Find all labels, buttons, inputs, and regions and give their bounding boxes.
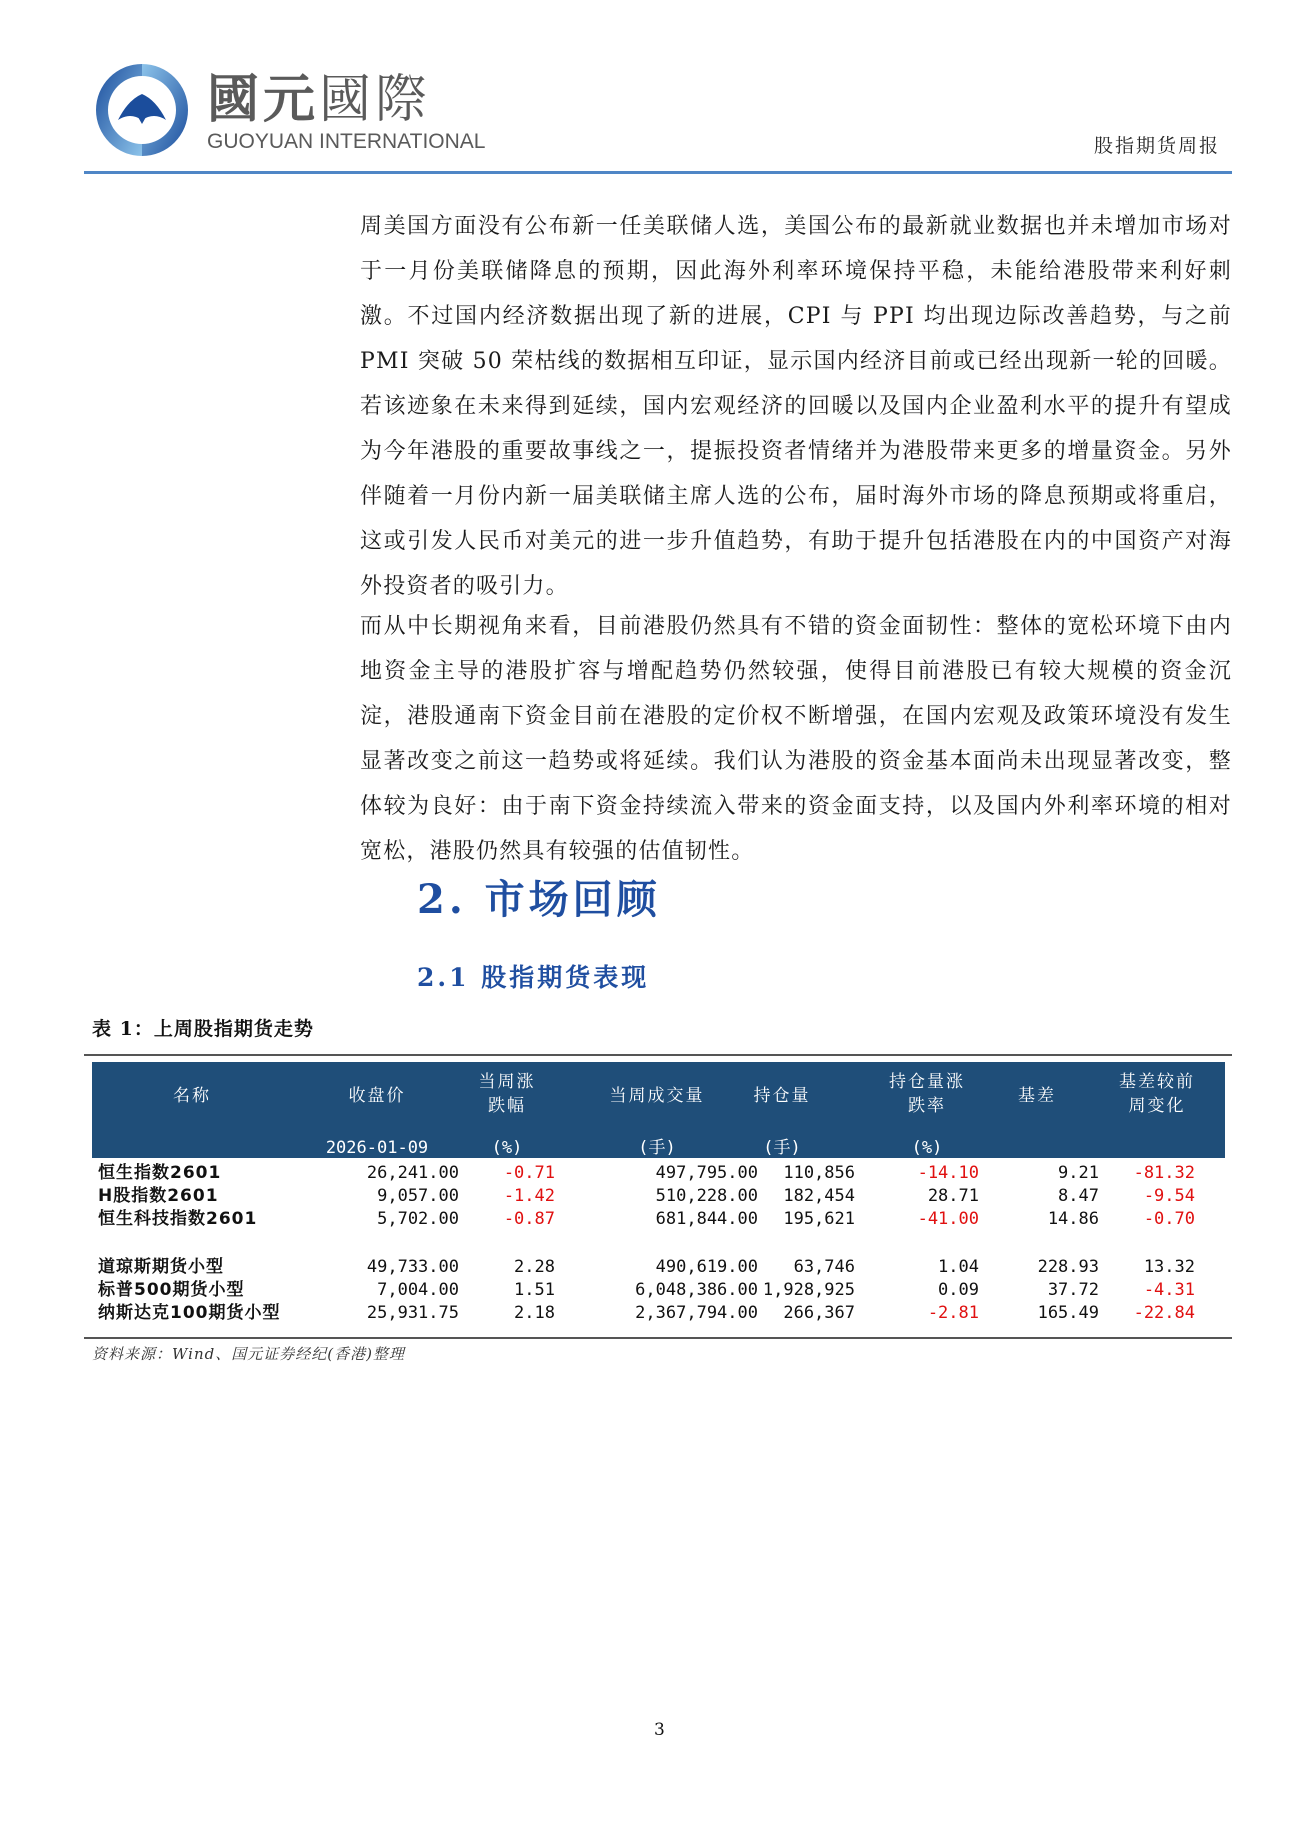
cell-change: -0.71 [503, 1163, 555, 1183]
col-header-name: 名称 [173, 1086, 211, 1106]
subsection-heading: 2.1 股指期货表现 [417, 963, 650, 992]
cell-basis-change: -4.31 [1143, 1280, 1195, 1300]
cell-close: 25,931.75 [366, 1303, 459, 1323]
cell-name: 标普500期货小型 [98, 1280, 245, 1300]
cell-basis-change: 13.32 [1143, 1257, 1195, 1277]
col-header-change-l1: 当周涨 [478, 1072, 536, 1092]
table-row [92, 1162, 1225, 1185]
table-row [92, 1208, 1225, 1231]
report-name: 股指期货周报 [1093, 135, 1220, 157]
col-sub-volume: (手) [638, 1138, 676, 1158]
cell-name: H股指数2601 [98, 1186, 219, 1206]
col-header-volume: 当周成交量 [609, 1086, 705, 1106]
cell-oi-change: -41.00 [917, 1209, 979, 1229]
paragraph-2: 而从中长期视角来看，目前港股仍然具有不错的资金面韧性：整体的宽松环境下由内地资金主导的港股扩容与增配趋势仍然较强，使得目前港股已有较大规模的资金沉淀，港股通南下资金目前在港股的定价权不断增强，在国内宏观及政策环境没有发生显著改变之前这一趋势或将延续。我们认为港股的资金基本面尚未出现显著改变，整体较为良好：由于南下资金持续流入带来的资金面支持，以及国内外利率环境的相对宽松，港股仍然具有较强的估值韧性。 [360, 614, 1232, 864]
cell-volume: 510,228.00 [655, 1186, 758, 1206]
table-spacer-row [92, 1231, 1225, 1256]
cell-volume: 490,619.00 [655, 1257, 758, 1277]
cell-close: 26,241.00 [366, 1163, 459, 1183]
cell-open-interest: 63,746 [793, 1257, 855, 1277]
col-header-open-interest: 持仓量 [753, 1086, 811, 1106]
col-header-oi-change-l1: 持仓量涨 [889, 1072, 965, 1092]
logo-cn-light: 國際 [319, 70, 432, 130]
cell-oi-change: -14.10 [917, 1163, 979, 1183]
cell-basis-change: -9.54 [1143, 1186, 1195, 1206]
cell-volume: 6,048,386.00 [635, 1280, 758, 1300]
paragraph-1: 周美国方面没有公布新一任美联储人选，美国公布的最新就业数据也并未增加市场对于一月份美联储降息的预期，因此海外利率环境保持平稳，未能给港股带来利好刺激。不过国内经济数据出现了新的进展，CPI 与 PPI 均出现边际改善趋势，与之前 PMI 突破 50 荣枯线的数据相互印证，显示国内经济目前或已经出现新一轮的回暖。若该迹象在未来得到延续，国内宏观经济的回暖以及国内企业盈利水平的提升有望成为今年港股的重要故事线之一，提振投资者情绪并为港股带来更多的增量资金。另外伴随着一月份内新一届美联储主席人选的公布，届时海外市场的降息预期或将重启，这或引发人民币对美元的进一步升值趋势，有助于提升包括港股在内的中国资产对海外投资者的吸引力。 [360, 214, 1232, 599]
cell-name: 恒生指数2601 [98, 1163, 222, 1183]
cell-volume: 2,367,794.00 [635, 1303, 758, 1323]
cell-name: 恒生科技指数2601 [98, 1209, 258, 1229]
cell-change: 2.28 [514, 1257, 555, 1277]
table-bottom-rule [84, 1337, 1232, 1339]
table-body [92, 1162, 1225, 1325]
cell-close: 49,733.00 [366, 1257, 459, 1277]
cell-open-interest: 1,928,925 [762, 1280, 855, 1300]
col-header-basis-change [1097, 1070, 1217, 1118]
col-sub-change: (%) [491, 1138, 523, 1158]
col-header-oi-change [872, 1070, 982, 1118]
table-row [92, 1185, 1225, 1208]
table-row [92, 1256, 1225, 1279]
table-row [92, 1279, 1225, 1302]
logo-english-text: GUOYUAN INTERNATIONAL [207, 130, 486, 153]
cell-close: 9,057.00 [377, 1186, 459, 1206]
col-header-change [467, 1070, 547, 1118]
logo-cn-bold: 國元 [207, 70, 320, 130]
cell-close: 7,004.00 [377, 1280, 459, 1300]
cell-change: 2.18 [514, 1303, 555, 1323]
cell-name: 纳斯达克100期货小型 [98, 1303, 281, 1323]
cell-volume: 497,795.00 [655, 1163, 758, 1183]
cell-close: 5,702.00 [377, 1209, 459, 1229]
table-header [92, 1062, 1225, 1158]
cell-oi-change: -2.81 [927, 1303, 979, 1323]
cell-basis: 14.86 [1047, 1209, 1099, 1229]
cell-oi-change: 1.04 [938, 1257, 979, 1277]
col-sub-close: 2026-01-09 [325, 1138, 429, 1158]
col-header-change-l2: 跌幅 [488, 1096, 526, 1116]
cell-basis-change: -81.32 [1133, 1163, 1195, 1183]
page-number: 3 [654, 1720, 665, 1740]
cell-open-interest: 182,454 [783, 1186, 855, 1206]
table-top-rule [84, 1054, 1232, 1056]
col-header-close: 收盘价 [348, 1086, 406, 1106]
table-source-note: 资料来源：Wind、国元证券经纪(香港)整理 [92, 1345, 405, 1363]
cell-name: 道琼斯期货小型 [98, 1257, 224, 1277]
cell-basis: 37.72 [1047, 1280, 1099, 1300]
col-header-basis: 基差 [1018, 1086, 1056, 1106]
table-row [92, 1302, 1225, 1325]
cell-change: 1.51 [514, 1280, 555, 1300]
col-sub-oi-change: (%) [911, 1138, 943, 1158]
cell-basis: 228.93 [1037, 1257, 1099, 1277]
table-title: 表 1：上周股指期货走势 [92, 1018, 314, 1040]
header-divider [84, 171, 1232, 174]
col-header-oi-change-l2: 跌率 [908, 1096, 946, 1116]
cell-oi-change: 28.71 [927, 1186, 979, 1206]
cell-oi-change: 0.09 [938, 1280, 979, 1300]
cell-open-interest: 266,367 [783, 1303, 855, 1323]
cell-basis: 165.49 [1037, 1303, 1099, 1323]
col-header-basis-change-l2: 周变化 [1128, 1096, 1186, 1116]
cell-basis-change: -0.70 [1143, 1209, 1195, 1229]
cell-open-interest: 110,856 [783, 1163, 855, 1183]
logo-chinese-text [207, 70, 432, 130]
cell-open-interest: 195,621 [783, 1209, 855, 1229]
cell-change: -0.87 [503, 1209, 555, 1229]
col-sub-open-interest: (手) [763, 1138, 801, 1158]
company-logo-icon [92, 60, 192, 160]
cell-volume: 681,844.00 [655, 1209, 758, 1229]
cell-basis-change: -22.84 [1133, 1303, 1195, 1323]
cell-basis: 9.21 [1058, 1163, 1099, 1183]
cell-basis: 8.47 [1058, 1186, 1099, 1206]
section-heading: 2. 市场回顾 [417, 876, 661, 923]
col-header-basis-change-l1: 基差较前 [1119, 1072, 1195, 1092]
cell-change: -1.42 [503, 1186, 555, 1206]
